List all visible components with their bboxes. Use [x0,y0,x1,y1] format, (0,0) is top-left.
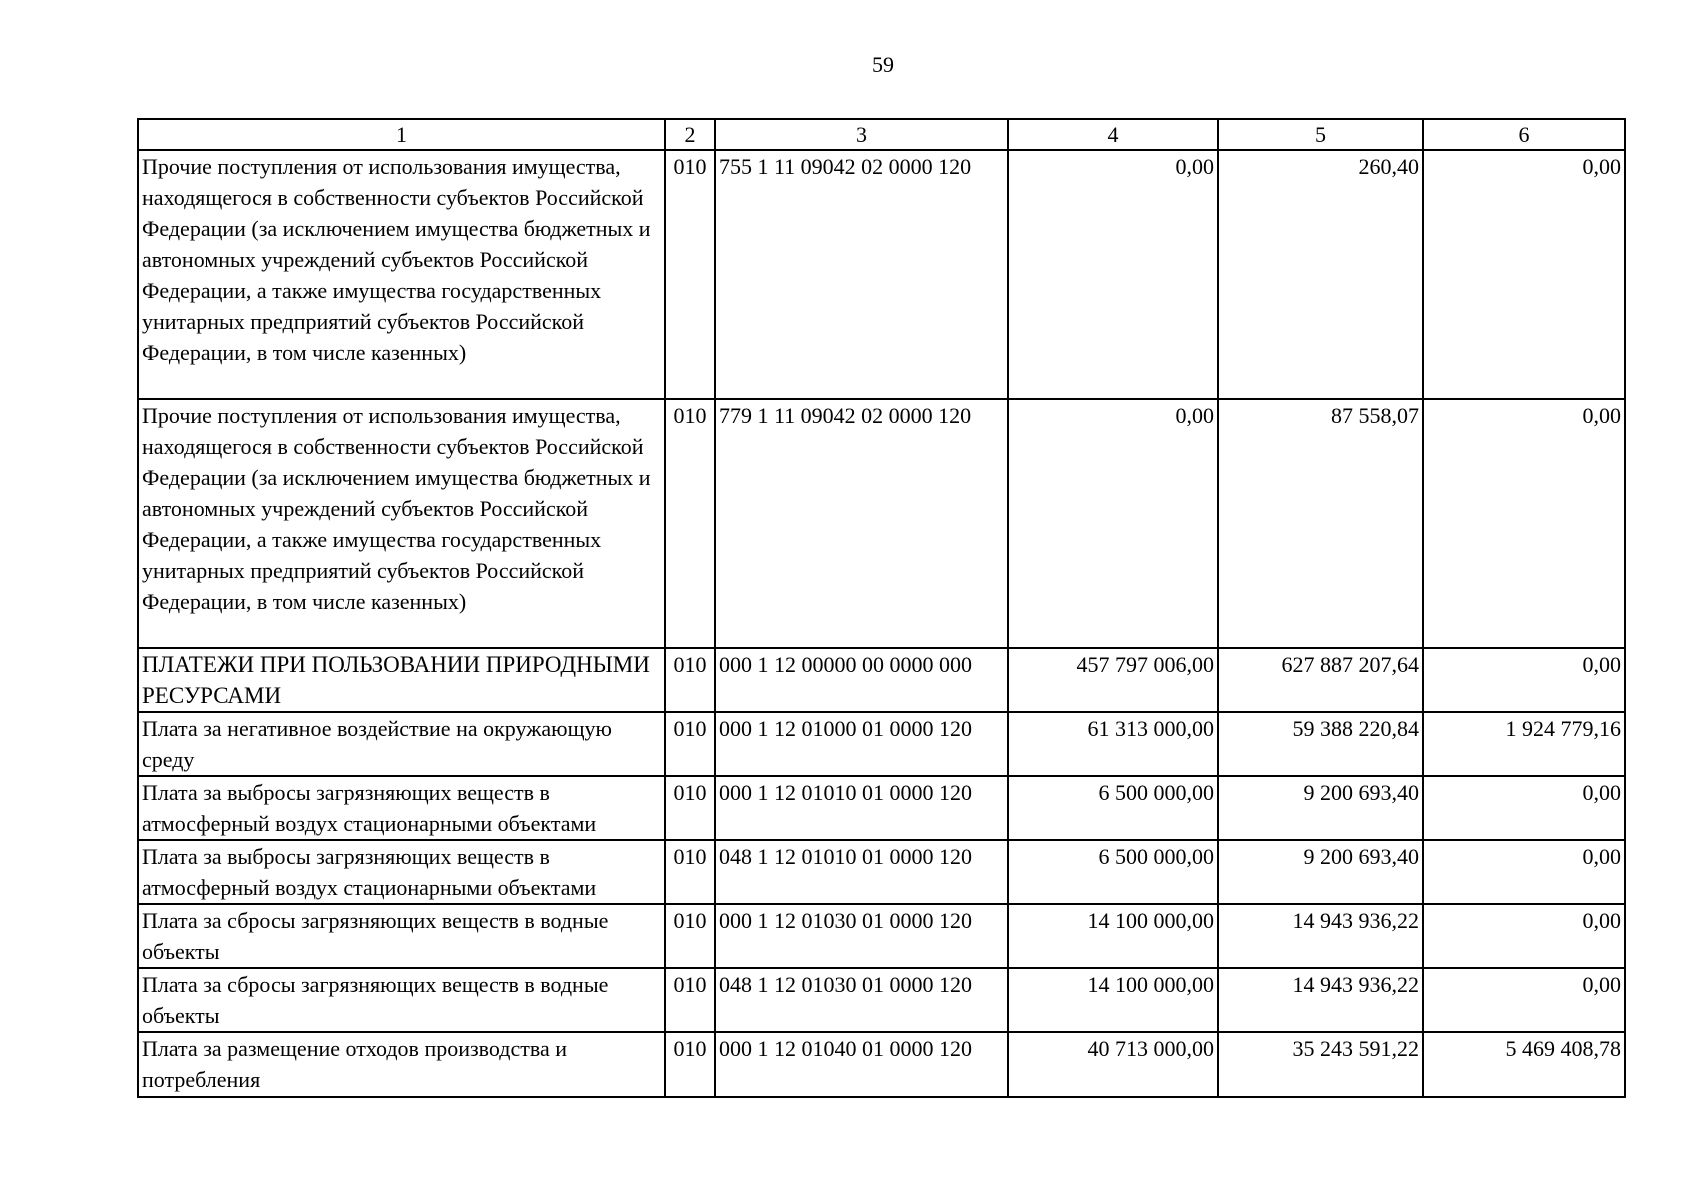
row-name: Прочие поступления от использования имущества, находящегося в собственности субъектов Российской Федерации (за исключением имущества бюджетных и автономных учреждений субъектов Российской Федерации, а также имущества государственных унитарных предприятий субъектов Российской Федерации, в том числе казенных) [138,399,665,648]
row-budget-code: 048 1 12 01030 01 0000 120 [715,968,1008,1032]
row-value-col5: 59 388 220,84 [1218,712,1423,776]
row-value-col4: 6 500 000,00 [1008,776,1218,840]
row-name: Плата за выбросы загрязняющих веществ в атмосферный воздух стационарными объектами [138,776,665,840]
row-value-col4: 14 100 000,00 [1008,904,1218,968]
row-name: Плата за негативное воздействие на окружающую среду [138,712,665,776]
row-value-col5: 14 943 936,22 [1218,968,1423,1032]
row-budget-code: 000 1 12 01000 01 0000 120 [715,712,1008,776]
row-value-col6: 1 924 779,16 [1423,712,1625,776]
row-value-col4: 14 100 000,00 [1008,968,1218,1032]
table-row [138,648,1625,712]
column-number-6: 6 [1423,119,1625,150]
column-number-4: 4 [1008,119,1218,150]
column-number-2: 2 [665,119,715,150]
row-budget-code: 000 1 12 01030 01 0000 120 [715,904,1008,968]
row-value-col4: 61 313 000,00 [1008,712,1218,776]
row-value-col6: 0,00 [1423,776,1625,840]
row-budget-code: 048 1 12 01010 01 0000 120 [715,840,1008,904]
table-row [138,150,1625,399]
row-name: ПЛАТЕЖИ ПРИ ПОЛЬЗОВАНИИ ПРИРОДНЫМИ РЕСУРСАМИ [138,648,665,712]
page-number: 59 [872,52,894,77]
row-admin-code: 010 [665,648,715,712]
row-value-col6: 0,00 [1423,399,1625,648]
row-admin-code: 010 [665,399,715,648]
row-value-col5: 14 943 936,22 [1218,904,1423,968]
row-value-col5: 260,40 [1218,150,1423,399]
row-value-col6: 0,00 [1423,840,1625,904]
row-name: Плата за сбросы загрязняющих веществ в водные объекты [138,968,665,1032]
row-name: Плата за выбросы загрязняющих веществ в атмосферный воздух стационарными объектами [138,840,665,904]
row-admin-code: 010 [665,1032,715,1097]
table-row [138,1032,1625,1097]
table-row [138,712,1625,776]
row-admin-code: 010 [665,712,715,776]
row-value-col6: 0,00 [1423,648,1625,712]
row-budget-code: 755 1 11 09042 02 0000 120 [715,150,1008,399]
row-value-col4: 40 713 000,00 [1008,1032,1218,1097]
row-name: Плата за сбросы загрязняющих веществ в водные объекты [138,904,665,968]
row-admin-code: 010 [665,968,715,1032]
column-number-5: 5 [1218,119,1423,150]
row-admin-code: 010 [665,150,715,399]
table-row [138,399,1625,648]
row-value-col5: 87 558,07 [1218,399,1423,648]
row-value-col4: 457 797 006,00 [1008,648,1218,712]
row-budget-code: 000 1 12 00000 00 0000 000 [715,648,1008,712]
row-value-col4: 0,00 [1008,399,1218,648]
row-value-col5: 627 887 207,64 [1218,648,1423,712]
row-value-col5: 35 243 591,22 [1218,1032,1423,1097]
row-value-col5: 9 200 693,40 [1218,776,1423,840]
row-value-col6: 0,00 [1423,904,1625,968]
row-budget-code: 779 1 11 09042 02 0000 120 [715,399,1008,648]
row-value-col4: 6 500 000,00 [1008,840,1218,904]
column-number-3: 3 [715,119,1008,150]
row-value-col4: 0,00 [1008,150,1218,399]
column-number-1: 1 [138,119,665,150]
revenue-table [137,118,1626,1098]
row-budget-code: 000 1 12 01010 01 0000 120 [715,776,1008,840]
table-row [138,776,1625,840]
column-number-row [138,119,1625,150]
row-admin-code: 010 [665,776,715,840]
row-value-col6: 0,00 [1423,968,1625,1032]
row-name: Прочие поступления от использования имущества, находящегося в собственности субъектов Российской Федерации (за исключением имущества бюджетных и автономных учреждений субъектов Российской Федерации, а также имущества государственных унитарных предприятий субъектов Российской Федерации, в том числе казенных) [138,150,665,399]
row-value-col5: 9 200 693,40 [1218,840,1423,904]
row-budget-code: 000 1 12 01040 01 0000 120 [715,1032,1008,1097]
row-admin-code: 010 [665,840,715,904]
row-value-col6: 0,00 [1423,150,1625,399]
table-row [138,840,1625,904]
row-value-col6: 5 469 408,78 [1423,1032,1625,1097]
table-row [138,904,1625,968]
row-name: Плата за размещение отходов производства и потребления [138,1032,665,1097]
row-admin-code: 010 [665,904,715,968]
table-row [138,968,1625,1032]
